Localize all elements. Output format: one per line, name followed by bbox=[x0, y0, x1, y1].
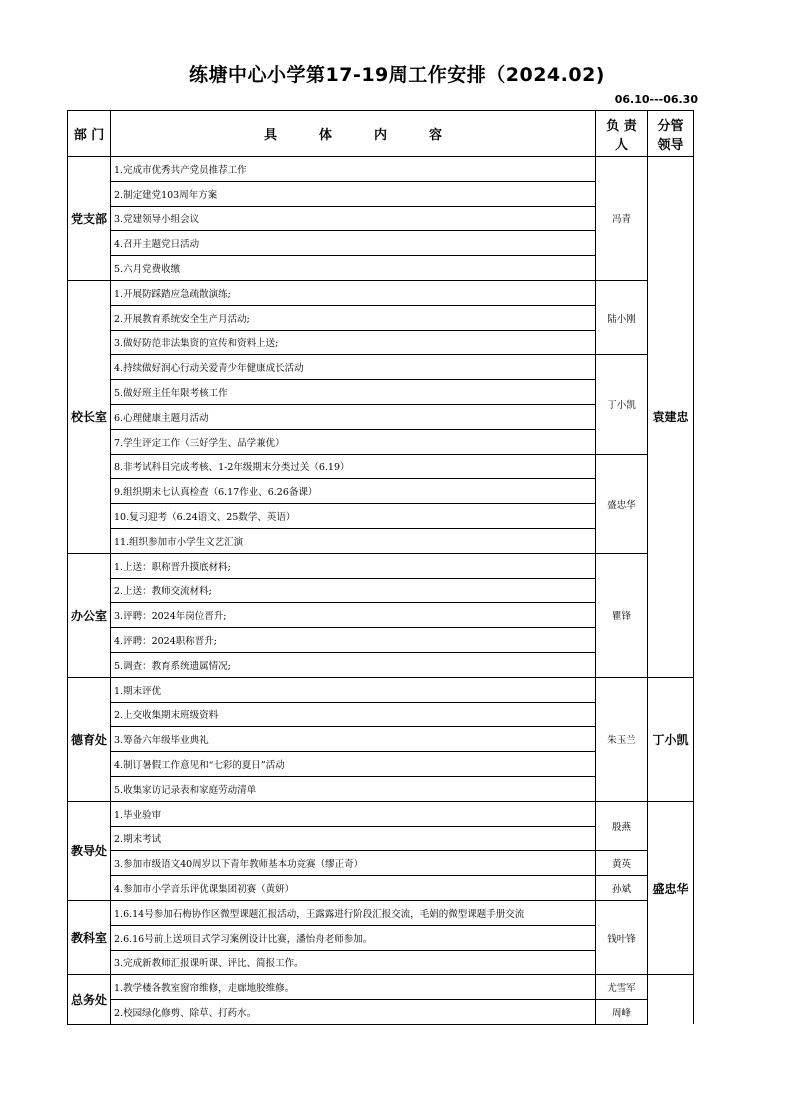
table-row bbox=[68, 677, 694, 702]
task-item: 1.完成市优秀共产党员推荐工作 bbox=[111, 157, 596, 182]
task-item: 1.期末评优 bbox=[111, 677, 596, 702]
dept-general-affairs: 总务处 bbox=[68, 975, 111, 1025]
task-item: 2.校园绿化修剪、除草、打药水。 bbox=[111, 1000, 596, 1025]
dept-moral-education: 德育处 bbox=[68, 677, 111, 801]
responsible-person: 黄英 bbox=[596, 851, 648, 876]
table-row bbox=[68, 876, 694, 901]
task-item: 1.毕业验审 bbox=[111, 801, 596, 826]
responsible-person: 冯青 bbox=[596, 157, 648, 281]
responsible-person: 钱叶锋 bbox=[596, 900, 648, 974]
header-row bbox=[68, 111, 694, 157]
leader-name: 袁建忠 bbox=[648, 157, 694, 678]
task-item: 5.做好班主任年限考核工作 bbox=[111, 380, 596, 405]
task-item: 1.教学楼各教室窗帘维修，走廊地胶维修。 bbox=[111, 975, 596, 1000]
task-item: 3.评聘：2024年岗位晋升; bbox=[111, 603, 596, 628]
responsible-person: 朱玉兰 bbox=[596, 677, 648, 801]
task-item: 2.开展教育系统安全生产月活动; bbox=[111, 305, 596, 330]
task-item: 2.上送：教师交流材料; bbox=[111, 578, 596, 603]
task-item: 5.六月党费收缴 bbox=[111, 256, 596, 281]
table-row bbox=[68, 801, 694, 826]
task-item: 4.制订暑假工作意见和“七彩的夏日”活动 bbox=[111, 752, 596, 777]
task-item: 5.收集家访记录表和家庭劳动清单 bbox=[111, 776, 596, 801]
task-item: 2.6.16号前上送项目式学习案例设计比赛，潘怡舟老师参加。 bbox=[111, 925, 596, 950]
responsible-person: 陆小刚 bbox=[596, 280, 648, 354]
date-range: 06.10---06.30 bbox=[614, 93, 698, 106]
responsible-person: 尤雪军 bbox=[596, 975, 648, 1000]
task-item: 4.评聘：2024职称晋升; bbox=[111, 628, 596, 653]
responsible-person: 瞿锋 bbox=[596, 553, 648, 677]
table-row bbox=[68, 157, 694, 182]
task-item: 6.心理健康主题月活动 bbox=[111, 404, 596, 429]
table-row bbox=[68, 851, 694, 876]
table-row bbox=[68, 280, 694, 305]
task-item: 3.完成新教师汇报课听课、评比、简报工作。 bbox=[111, 950, 596, 975]
task-item: 8.非考试科目完成考核、1-2年级期末分类过关（6.19） bbox=[111, 454, 596, 479]
task-item: 2.上交收集期末班级资料 bbox=[111, 702, 596, 727]
leader-name: 丁小凯 bbox=[648, 677, 694, 801]
task-item: 1.6.14号参加石梅协作区微型课题汇报活动，王露露进行阶段汇报交流，毛娟的微型课题手册交流 bbox=[111, 900, 596, 925]
task-item: 1.开展防踩踏应急疏散演练; bbox=[111, 280, 596, 305]
task-item: 5.调查：教育系统遗属情况; bbox=[111, 652, 596, 677]
header-dept: 部 门 bbox=[68, 111, 111, 157]
dept-office: 办公室 bbox=[68, 553, 111, 677]
table-row bbox=[68, 454, 694, 479]
dept-academic-affairs: 教导处 bbox=[68, 801, 111, 900]
task-item: 3.筹备六年级毕业典礼 bbox=[111, 727, 596, 752]
responsible-person: 孙斌 bbox=[596, 876, 648, 901]
task-item: 4.持续做好润心行动关爱青少年健康成长活动 bbox=[111, 355, 596, 380]
schedule-table bbox=[67, 110, 694, 1025]
header-content: 具体内容 bbox=[111, 111, 596, 157]
table-row bbox=[68, 975, 694, 1000]
task-item: 2.期末考试 bbox=[111, 826, 596, 851]
task-item: 9.组织期末七认真检查（6.17作业、6.26备课） bbox=[111, 479, 596, 504]
table-row bbox=[68, 1000, 694, 1025]
document-title: 练塘中心小学第17-19周工作安排（2024.02) bbox=[189, 64, 605, 86]
table-row bbox=[68, 355, 694, 380]
responsible-person: 周峰 bbox=[596, 1000, 648, 1025]
leader-name: 盛忠华 bbox=[648, 801, 694, 975]
task-item: 11.组织参加市小学生文艺汇演 bbox=[111, 528, 596, 553]
dept-principal-office: 校长室 bbox=[68, 280, 111, 553]
task-item: 3.做好防范非法集资的宣传和资料上送; bbox=[111, 330, 596, 355]
task-item: 3.党建领导小组会议 bbox=[111, 206, 596, 231]
header-leader: 分管领导 bbox=[648, 111, 694, 157]
responsible-person: 丁小凯 bbox=[596, 355, 648, 454]
leader-empty-cell bbox=[648, 975, 694, 1025]
task-item: 7.学生评定工作（三好学生、品学兼优） bbox=[111, 429, 596, 454]
table-row bbox=[68, 900, 694, 925]
task-item: 10.复习迎考（6.24语文、25数学、英语） bbox=[111, 504, 596, 529]
header-responsible: 负 责人 bbox=[596, 111, 648, 157]
task-item: 4.参加市小学音乐评优课集团初赛（黄妍） bbox=[111, 876, 596, 901]
table-row bbox=[68, 553, 694, 578]
dept-research-office: 教科室 bbox=[68, 900, 111, 974]
dept-party-branch: 党支部 bbox=[68, 157, 111, 281]
task-item: 3.参加市级语文40周岁以下青年教师基本功竞赛（缪正奇） bbox=[111, 851, 596, 876]
responsible-person: 盛忠华 bbox=[596, 454, 648, 553]
task-item: 2.制定建党103周年方案 bbox=[111, 181, 596, 206]
task-item: 4.召开主题党日活动 bbox=[111, 231, 596, 256]
responsible-person: 殷燕 bbox=[596, 801, 648, 851]
task-item: 1.上送：职称晋升摸底材料; bbox=[111, 553, 596, 578]
